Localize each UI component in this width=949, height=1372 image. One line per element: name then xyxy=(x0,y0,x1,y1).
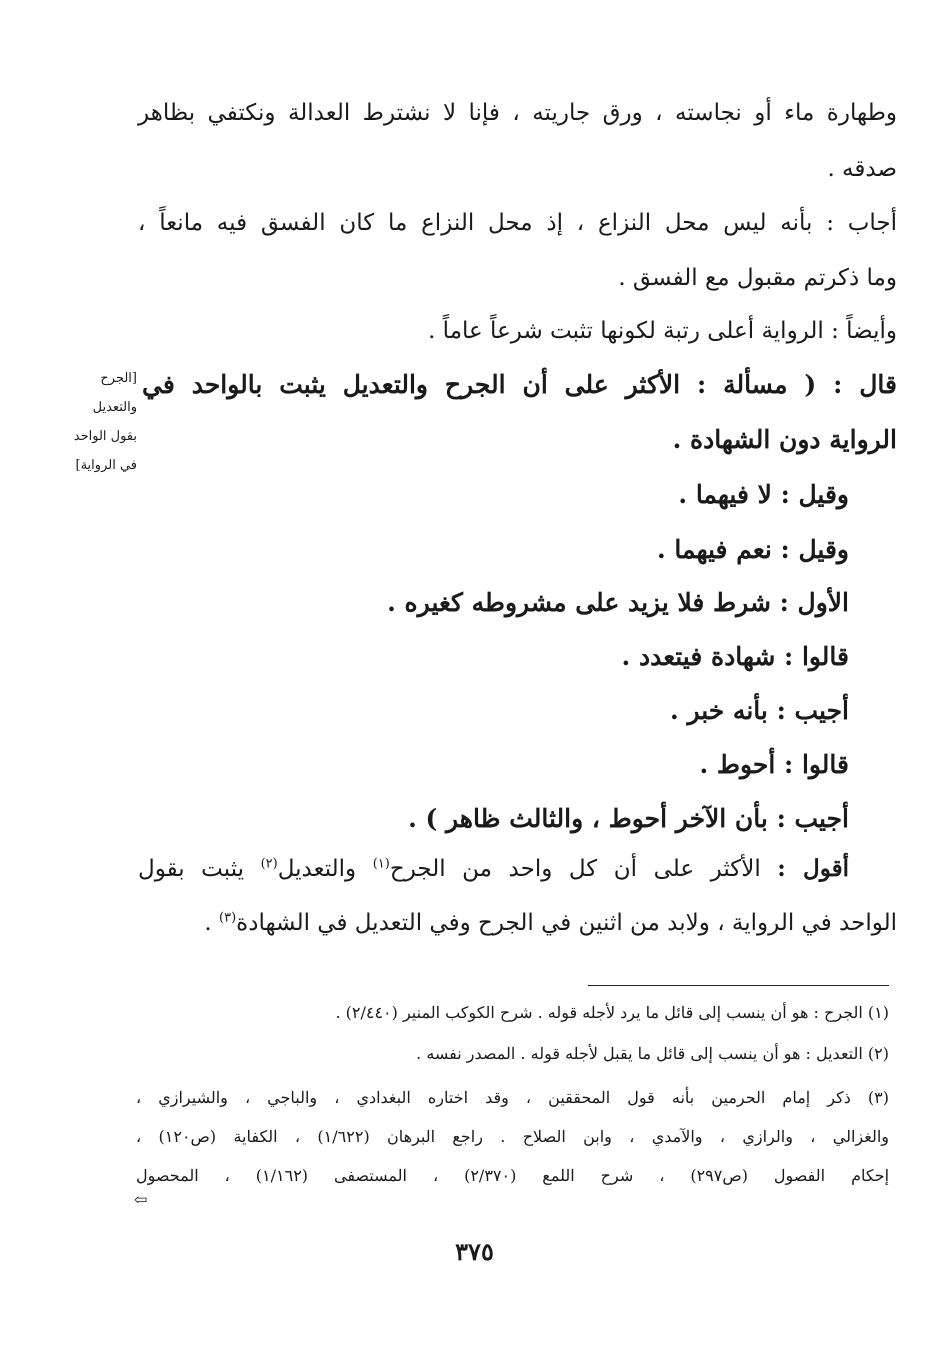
body-line-16-part-b: . xyxy=(204,910,220,936)
aqulu-lead: أقول : xyxy=(777,855,849,882)
margin-note xyxy=(37,364,137,480)
body-line-3: أجاب : بأنه ليس محل النزاع ، إذ محل النزاع ما كان الفسق فيه مانعاً ، xyxy=(138,210,897,236)
margin-note-line-1: [الجرح xyxy=(100,371,137,386)
footnote-1: (١) الجرح : هو أن ينسب إلى قائل ما يرد لأجله قوله . شرح الكوكب المنير (٢/٤٤٠) . xyxy=(335,1003,889,1022)
body-line-12: أجيب : بأنه خبر . xyxy=(670,696,849,725)
body-line-9: وقيل : نعم فيهما . xyxy=(657,535,849,564)
body-line-14: أجيب : بأن الآخر أحوط ، والثالث ظاهر ) . xyxy=(408,804,849,833)
body-line-16 xyxy=(204,910,897,938)
footnote-3-line-3: إحكام الفصول (ص٢٩٧) ، شرح اللمع (٢/٣٧٠) ، المستصفى (١/١٦٢) ، المحصول xyxy=(136,1166,890,1185)
body-line-16-part-a: الواحد في الرواية ، ولابد من اثنين في الجرح وفي التعديل في الشهادة xyxy=(236,910,897,936)
footnote-3-line-2: والغزالي ، والرازي ، والآمدي ، وابن الصلاح . راجع البرهان (١/٦٢٢) ، الكفاية (ص١٢٠) ، xyxy=(136,1127,889,1146)
body-line-7: الرواية دون الشهادة . xyxy=(672,425,897,454)
body-line-13: قالوا : أحوط . xyxy=(699,750,849,779)
body-line-15 xyxy=(138,855,849,884)
footnote-ref-1[interactable]: (١) xyxy=(372,856,390,872)
body-line-5: وأيضاً : الرواية أعلى رتبة لكونها تثبت شرعاً عاماً . xyxy=(428,318,897,344)
body-line-1: وطهارة ماء أو نجاسته ، ورق جاريته ، فإنا لا نشترط العدالة ونكتفي بظاهر xyxy=(138,100,897,126)
footnote-ref-2[interactable]: (٢) xyxy=(260,856,278,872)
footnote-3-line-1: (٣) ذكر إمام الحرمين بأنه قول المحققين ، وقد اختاره البغدادي ، والباجي ، والشيرازي ، xyxy=(136,1088,889,1107)
footnote-ref-3[interactable]: (٣) xyxy=(219,910,237,926)
footnote-separator xyxy=(588,985,889,986)
margin-note-line-2: والتعديل xyxy=(92,400,137,415)
page-number: ٣٧٥ xyxy=(455,1237,494,1266)
body-line-2: صدقه . xyxy=(827,156,897,182)
margin-note-line-4: في الرواية] xyxy=(75,458,137,473)
body-line-11: قالوا : شهادة فيتعدد . xyxy=(621,642,849,671)
body-line-15-part-a: الأكثر على أن كل واحد من الجرح xyxy=(389,856,778,882)
body-line-10: الأول : شرط فلا يزيد على مشروطه كغيره . xyxy=(387,588,849,617)
body-line-8: وقيل : لا فيهما . xyxy=(678,480,849,509)
margin-note-line-3: بقول الواحد xyxy=(73,429,137,444)
footnote-2: (٢) التعديل : هو أن ينسب إلى قائل ما يقبل لأجله قوله . المصدر نفسه . xyxy=(416,1044,889,1063)
body-line-15-part-b: والتعديل xyxy=(277,856,373,882)
body-line-15-part-c: يثبت بقول xyxy=(138,856,261,882)
body-line-4: وما ذكرتم مقبول مع الفسق . xyxy=(618,265,897,291)
continuation-arrow-icon: ⇦ xyxy=(134,1190,148,1209)
body-line-6-quote: قال : ( مسألة : الأكثر على أن الجرح والتعديل يثبت بالواحد في xyxy=(142,370,897,399)
